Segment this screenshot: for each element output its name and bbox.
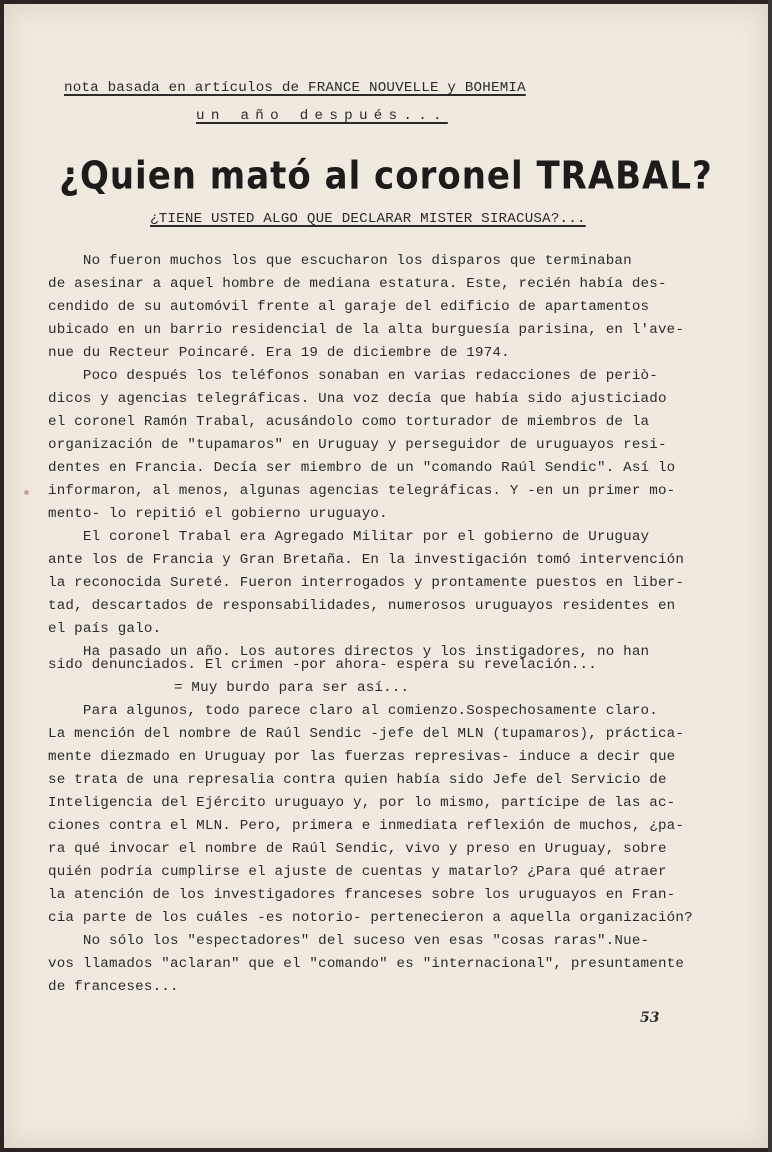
body-line: de asesinar a aquel hombre de mediana estatura. Este, recién había des- xyxy=(48,276,667,292)
body-line: organización de "tupamaros" en Uruguay y perseguidor de uruguayos resi- xyxy=(48,437,667,453)
body-line: dentes en Francia. Decía ser miembro de un "comando Raúl Sendic". Así lo xyxy=(48,460,676,476)
body-line: cendido de su automóvil frente al garaje del edificio de apartamentos xyxy=(48,299,650,315)
ink-spot xyxy=(24,490,29,495)
body-line: Inteligencia del Ejército uruguayo y, por lo mismo, partícipe de las ac- xyxy=(48,795,676,811)
page-number: 53 xyxy=(640,1010,660,1026)
page-edge xyxy=(768,0,772,1152)
document-page xyxy=(4,4,768,1148)
body-line: No sólo los "espectadores" del suceso ven esas "cosas raras".Nue- xyxy=(48,933,650,949)
body-line: la atención de los investigadores franceses sobre los uruguayos en Fran- xyxy=(48,887,676,903)
body-line: mente diezmado en Uruguay por las fuerzas represivas- induce a decir que xyxy=(48,749,676,765)
body-line: sido denunciados. El crimen -por ahora- espera su revelación... xyxy=(48,657,597,673)
body-line: mento- lo repitió el gobierno uruguayo. xyxy=(48,506,388,522)
body-line: El coronel Trabal era Agregado Militar por el gobierno de Uruguay xyxy=(48,529,650,545)
body-line: ra qué invocar el nombre de Raúl Sendic, vivo y preso en Uruguay, sobre xyxy=(48,841,667,857)
article-title: ¿Quien mató al coronel TRABAL? xyxy=(59,153,713,199)
body-line: informaron, al menos, algunas agencias telegráficas. Y -en un primer mo- xyxy=(48,483,676,499)
body-line: tad, descartados de responsabilidades, numerosos uruguayos residentes en xyxy=(48,598,676,614)
body-line: nue du Recteur Poincaré. Era 19 de diciembre de 1974. xyxy=(48,345,510,361)
body-line: la reconocida Sureté. Fueron interrogados y prontamente puestos en liber- xyxy=(48,575,685,591)
body-line: el país galo. xyxy=(48,621,162,637)
body-line: Ha pasado un año. Los autores directos y los instigadores, no han xyxy=(48,644,650,660)
body-line: ciones contra el MLN. Pero, primera e inmediata reflexión de muchos, ¿pa- xyxy=(48,818,685,834)
body-line: vos llamados "aclaran" que el "comando" es "internacional", presuntamente xyxy=(48,956,685,972)
body-line: No fueron muchos los que escucharon los disparos que terminaban xyxy=(48,253,632,269)
body-line: ante los de Francia y Gran Bretaña. En la investigación tomó intervención xyxy=(48,552,685,568)
body-line: se trata de una represalia contra quien había sido Jefe del Servicio de xyxy=(48,772,667,788)
article-subtitle: ¿TIENE USTED ALGO QUE DECLARAR MISTER SIRACUSA?... xyxy=(150,211,586,227)
body-line: La mención del nombre de Raúl Sendic -jefe del MLN (tupamaros), práctica- xyxy=(48,726,685,742)
body-line: dicos y agencias telegráficas. Una voz decía que había sido ajusticiado xyxy=(48,391,667,407)
tagline: un año después... xyxy=(196,108,448,124)
body-line: Para algunos, todo parece claro al comienzo.Sospechosamente claro. xyxy=(48,703,658,719)
source-note: nota basada en artículos de FRANCE NOUVELLE y BOHEMIA xyxy=(64,80,526,96)
body-line: Poco después los teléfonos sonaban en varias redacciones de periò- xyxy=(48,368,658,384)
body-line: ubicado en un barrio residencial de la alta burguesía parisina, en l'ave- xyxy=(48,322,685,338)
body-line: quién podría cumplirse el ajuste de cuentas y matarlo? ¿Para qué atraer xyxy=(48,864,667,880)
body-line: cia parte de los cuáles -es notorio- pertenecieron a aquella organización? xyxy=(48,910,693,926)
body-line: el coronel Ramón Trabal, acusándolo como torturador de miembros de la xyxy=(48,414,650,430)
section-subheading: = Muy burdo para ser así... xyxy=(174,680,410,696)
body-line: de franceses... xyxy=(48,979,179,995)
